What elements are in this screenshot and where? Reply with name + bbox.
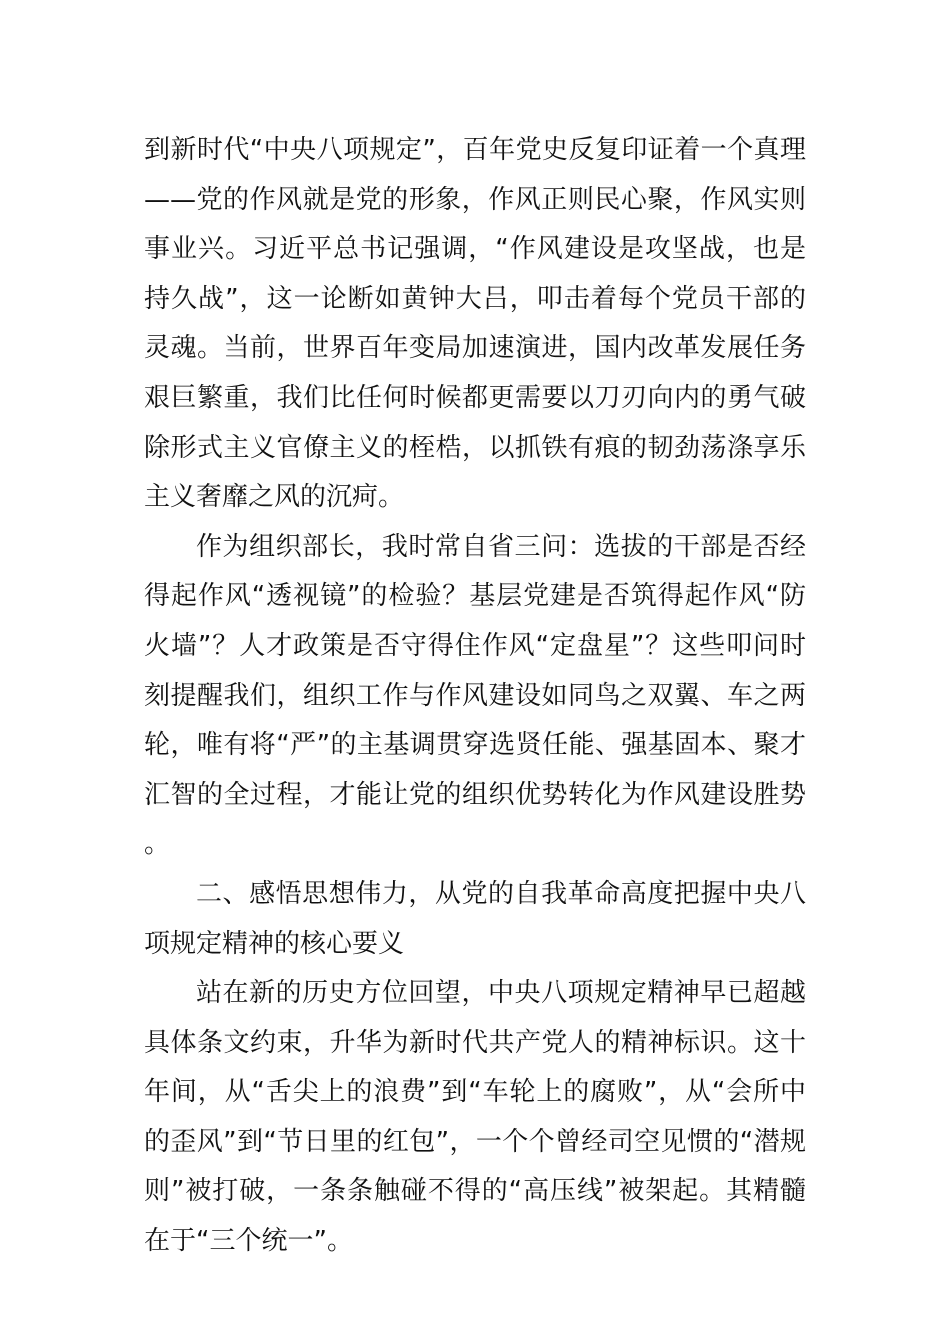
paragraph-continuation: 到新时代“中央八项规定”，百年党史反复印证着一个真理——党的作风就是党的形象，作风正则民心聚，作风实则事业兴。习近平总书记强调，“作风建设是攻坚战，也是持久战”，这一论断如黄钟大吕，叩击着每个党员干部的灵魂。当前，世界百年变局加速演进，国内改革发展任务艰巨繁重，我们比任何时候都更需要以刀刃向内的勇气破除形式主义官僚主义的桎梏，以抓铁有痕的韧劲荡涤享乐主义奢靡之风的沉疴。: [144, 135, 806, 513]
paragraph-core-essence: 站在新的历史方位回望，中央八项规定精神早已超越具体条文约束，升华为新时代共产党人的精神标识。这十年间，从“舌尖上的浪费”到“车轮上的腐败”，从“会所中的歪风”到“节日里的红包”，一个个曾经司空见惯的“潜规则”被打破，一条条触碰不得的“高压线”被架起。其精髓在于“三个统一”。: [144, 978, 806, 1257]
section-heading: 二、感悟思想伟力，从党的自我革命高度把握中央八项规定精神的核心要义: [144, 878, 806, 959]
paragraph-self-reflection: 作为组织部长，我时常自省三问：选拔的干部是否经得起作风“透视镜”的检验？基层党建是否筑得起作风“防火墙”？人才政策是否守得住作风“定盘星”？这些叩问时刻提醒我们，组织工作与作风建设如同鸟之双翼、车之两轮，唯有将“严”的主基调贯穿选贤任能、强基固本、聚才汇智的全过程，才能让党的组织优势转化为作风建设胜势。: [144, 531, 806, 860]
document-body: [144, 126, 806, 1267]
